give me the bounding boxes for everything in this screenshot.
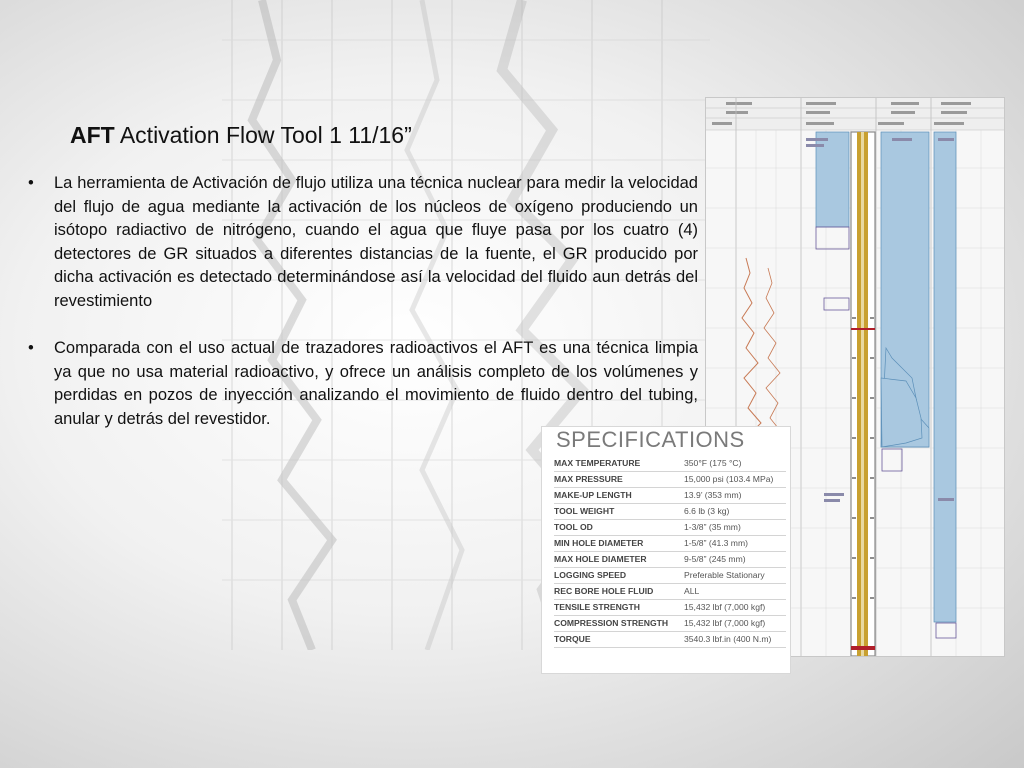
spec-value: 1-5/8” (41.3 mm) bbox=[684, 538, 748, 548]
spec-value: 9-5/8” (245 mm) bbox=[684, 554, 746, 564]
body-text bbox=[28, 172, 698, 455]
spec-label: MAX HOLE DIAMETER bbox=[554, 554, 647, 564]
spec-row bbox=[554, 616, 786, 632]
spec-row bbox=[554, 520, 786, 536]
bullet-symbol: • bbox=[28, 339, 34, 357]
specifications-panel bbox=[541, 426, 791, 674]
title-text: Activation Flow Tool 1 11/16” bbox=[119, 122, 412, 148]
spec-value: 1-3/8” (35 mm) bbox=[684, 522, 741, 532]
spec-value: 15,000 psi (103.4 MPa) bbox=[684, 474, 774, 484]
spec-value: Preferable Stationary bbox=[684, 570, 765, 580]
spec-value: 13.9’ (353 mm) bbox=[684, 490, 742, 500]
spec-row bbox=[554, 600, 786, 616]
spec-value: 15,432 lbf (7,000 kgf) bbox=[684, 602, 766, 612]
specifications-table bbox=[554, 456, 786, 648]
spec-row bbox=[554, 584, 786, 600]
spec-row bbox=[554, 568, 786, 584]
spec-row bbox=[554, 488, 786, 504]
bullet-symbol: • bbox=[28, 174, 34, 192]
spec-row bbox=[554, 552, 786, 568]
spec-row bbox=[554, 536, 786, 552]
spec-value: 350°F (175 °C) bbox=[684, 458, 742, 468]
spec-label: MAX TEMPERATURE bbox=[554, 458, 641, 468]
spec-label: MAKE-UP LENGTH bbox=[554, 490, 632, 500]
spec-label: TENSILE STRENGTH bbox=[554, 602, 640, 612]
spec-value: 6.6 lb (3 kg) bbox=[684, 506, 730, 516]
bullet-item bbox=[28, 172, 698, 313]
spec-value: 15,432 lbf (7,000 kgf) bbox=[684, 618, 766, 628]
spec-value: ALL bbox=[684, 586, 700, 596]
spec-row bbox=[554, 632, 786, 648]
spec-label: TORQUE bbox=[554, 634, 591, 644]
bullet-item bbox=[28, 337, 698, 431]
spec-row bbox=[554, 504, 786, 520]
spec-value: 3540.3 lbf.in (400 N.m) bbox=[684, 634, 772, 644]
slide-title bbox=[70, 122, 412, 149]
spec-row bbox=[554, 472, 786, 488]
spec-label: MIN HOLE DIAMETER bbox=[554, 538, 644, 548]
spec-label: COMPRESSION STRENGTH bbox=[554, 618, 669, 628]
spec-label: TOOL WEIGHT bbox=[554, 506, 615, 516]
spec-label: REC BORE HOLE FLUID bbox=[554, 586, 654, 596]
spec-label: LOGGING SPEED bbox=[554, 570, 627, 580]
spec-label: MAX PRESSURE bbox=[554, 474, 623, 484]
title-acronym: AFT bbox=[70, 122, 115, 148]
spec-label: TOOL OD bbox=[554, 522, 593, 532]
bullet-text: Comparada con el uso actual de trazadores radioactivos el AFT es una técnica limpia ya que no usa material radioactivo, y ofrece un análisis completo de los volúmenes y perdidas en pozos de inyección analizando el movimiento de fluido dentro del tubing, anular y detrás del revestidor. bbox=[54, 339, 698, 428]
specifications-heading: SPECIFICATIONS bbox=[556, 427, 745, 452]
spec-row bbox=[554, 456, 786, 472]
bullet-text: La herramienta de Activación de flujo utiliza una técnica nuclear para medir la velocidad del flujo de agua mediante la activación de los núcleos de oxígeno produciendo un isótopo radiactivo de nitrógeno, cuando el agua que fluye pasa por los cuatro (4) detectores de GR situados a diferentes distancias de la fuente, el GR producido por dicha activación es detectado determinándose así la velocidad del fluido aun detrás del revestimiento bbox=[54, 174, 698, 310]
